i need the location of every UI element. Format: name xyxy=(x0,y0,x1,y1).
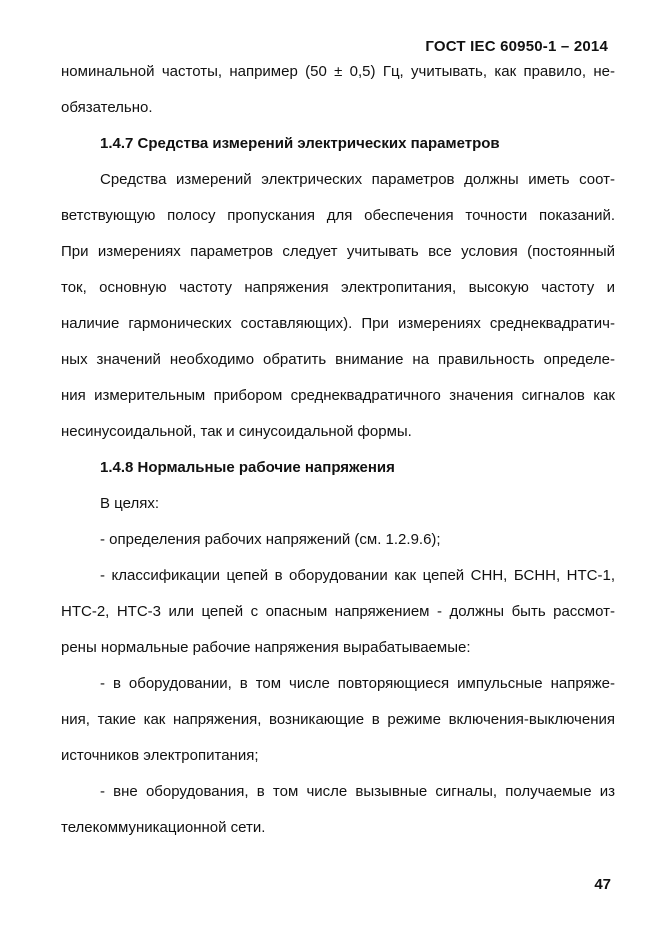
text-line: При измерениях параметров следует учитывать все условия (постоянный xyxy=(61,243,615,260)
text-line: номинальной частоты, например (50 ± 0,5) Гц, учитывать, как правило, не- xyxy=(61,63,615,80)
section-heading-1-4-7: 1.4.7 Средства измерений электрических параметров xyxy=(100,135,500,152)
text-line: ветствующую полосу пропускания для обеспечения точности показаний. xyxy=(61,207,615,224)
text-line: несинусоидальной, так и синусоидальной формы. xyxy=(61,423,412,440)
text-line: Средства измерений электрических параметров должны иметь соот- xyxy=(100,171,615,188)
section-heading-1-4-8: 1.4.8 Нормальные рабочие напряжения xyxy=(100,459,395,476)
text-line: ток, основную частоту напряжения электропитания, высокую частоту и xyxy=(61,279,615,296)
text-line: ния, такие как напряжения, возникающие в режиме включения-выключения xyxy=(61,711,615,728)
text-line: НТС-2, НТС-3 или цепей с опасным напряжением - должны быть рассмот- xyxy=(61,603,615,620)
list-item: - определения рабочих напряжений (см. 1.2.9.6); xyxy=(100,531,441,548)
list-item: - в оборудовании, в том числе повторяющиеся импульсные напряже- xyxy=(100,675,615,692)
list-item: - классификации цепей в оборудовании как цепей СНН, БСНН, НТС-1, xyxy=(100,567,615,584)
page-number: 47 xyxy=(594,876,611,893)
text-line: В целях: xyxy=(100,495,159,512)
text-line: телекоммуникационной сети. xyxy=(61,819,266,836)
document-body xyxy=(61,60,615,852)
text-line: рены нормальные рабочие напряжения вырабатываемые: xyxy=(61,639,471,656)
text-line: ния измерительным прибором среднеквадратичного значения сигналов как xyxy=(61,387,615,404)
document-header: ГОСТ IEC 60950-1 – 2014 xyxy=(425,38,608,55)
text-line: ных значений необходимо обратить внимание на правильность определе- xyxy=(61,351,615,368)
text-line: наличие гармонических составляющих). При измерениях среднеквадратич- xyxy=(61,315,615,332)
text-line: обязательно. xyxy=(61,99,153,116)
text-line: источников электропитания; xyxy=(61,747,259,764)
list-item: - вне оборудования, в том числе вызывные сигналы, получаемые из xyxy=(100,783,615,800)
